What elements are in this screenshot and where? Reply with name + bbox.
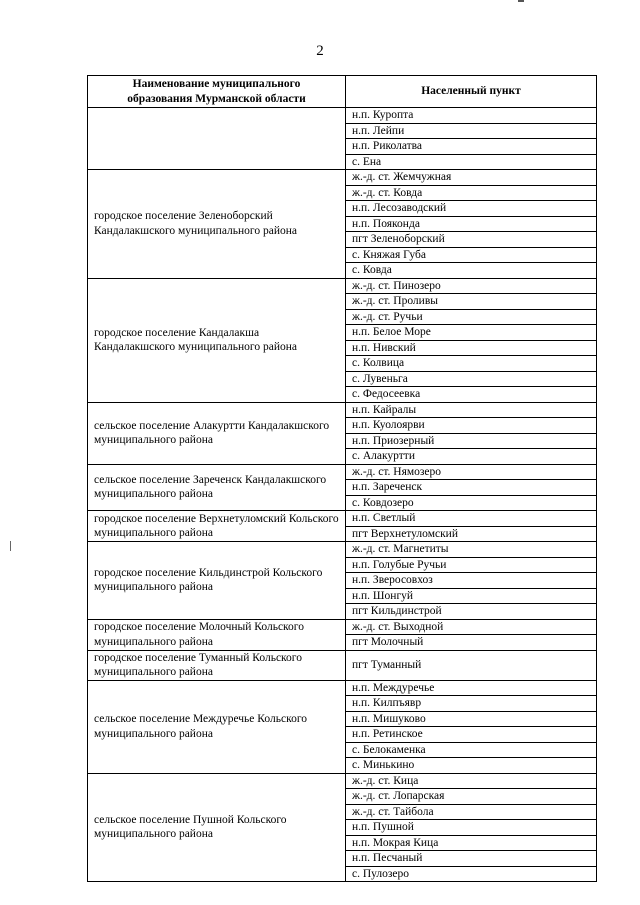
- settlement-cell: н.п. Килпъявр: [346, 696, 597, 712]
- settlement-cell: н.п. Нивский: [346, 340, 597, 356]
- settlement-cell: с. Алакуртти: [346, 449, 597, 465]
- settlement-cell: ж.-д. ст. Выходной: [346, 619, 597, 635]
- settlement-cell: ж.-д. ст. Пинозеро: [346, 278, 597, 294]
- settlement-cell: н.п. Светлый: [346, 511, 597, 527]
- table-row: [88, 511, 597, 527]
- settlement-cell: с. Ена: [346, 154, 597, 170]
- settlement-cell: н.п. Зареченск: [346, 480, 597, 496]
- municipality-cell: [88, 108, 346, 170]
- settlement-cell: н.п. Риколатва: [346, 139, 597, 155]
- settlement-cell: с. Минькино: [346, 758, 597, 774]
- scan-artifact-side: [10, 541, 11, 551]
- settlement-cell: с. Лувеньга: [346, 371, 597, 387]
- settlement-cell: с. Княжая Губа: [346, 247, 597, 263]
- settlement-cell: н.п. Куолоярви: [346, 418, 597, 434]
- settlement-cell: с. Белокаменка: [346, 742, 597, 758]
- settlement-cell: н.п. Зверосовхоз: [346, 573, 597, 589]
- municipality-cell: городское поселение Туманный Кольского муниципального района: [88, 650, 346, 680]
- settlement-cell: пгт Кильдинстрой: [346, 604, 597, 620]
- settlement-cell: н.п. Шонгуй: [346, 588, 597, 604]
- settlement-cell: ж.-д. ст. Тайбола: [346, 804, 597, 820]
- header-municipality: [88, 76, 346, 108]
- settlement-cell: н.п. Ретинское: [346, 727, 597, 743]
- settlement-cell: пгт Туманный: [346, 650, 597, 680]
- settlement-cell: пгт Зеленоборский: [346, 232, 597, 248]
- settlement-cell: с. Пулозеро: [346, 866, 597, 882]
- municipality-cell: сельское поселение Зареченск Кандалакшского муниципального района: [88, 464, 346, 511]
- municipality-cell: сельское поселение Пушной Кольского муниципального района: [88, 773, 346, 882]
- table-row: [88, 402, 597, 418]
- header-settlement: Населенный пункт: [346, 76, 597, 108]
- settlement-cell: ж.-д. ст. Кица: [346, 773, 597, 789]
- settlement-cell: н.п. Кайралы: [346, 402, 597, 418]
- table-row: [88, 464, 597, 480]
- settlement-cell: н.п. Песчаный: [346, 851, 597, 867]
- settlement-cell: н.п. Лейпи: [346, 123, 597, 139]
- settlement-cell: н.п. Голубые Ручьи: [346, 557, 597, 573]
- settlement-cell: ж.-д. ст. Нямозеро: [346, 464, 597, 480]
- municipality-cell: городское поселение Кандалакша Кандалакшского муниципального района: [88, 278, 346, 402]
- table-header-row: [88, 76, 597, 108]
- table-row: [88, 278, 597, 294]
- settlement-cell: н.п. Мокрая Кица: [346, 835, 597, 851]
- settlement-cell: ж.-д. ст. Магнетиты: [346, 542, 597, 558]
- settlement-cell: пгт Верхнетуломский: [346, 526, 597, 542]
- table-row: [88, 542, 597, 558]
- settlement-cell: н.п. Пояконда: [346, 216, 597, 232]
- page-number: 2: [316, 43, 324, 59]
- settlement-cell: ж.-д. ст. Ручьи: [346, 309, 597, 325]
- settlement-cell: н.п. Приозерный: [346, 433, 597, 449]
- table-row: [88, 650, 597, 680]
- header-municipality-line1: Наименование муниципального: [132, 78, 301, 90]
- settlement-cell: н.п. Белое Море: [346, 325, 597, 341]
- settlement-cell: н.п. Междуречье: [346, 680, 597, 696]
- table-row: [88, 619, 597, 635]
- settlement-cell: с. Ковдозеро: [346, 495, 597, 511]
- table-row: [88, 108, 597, 124]
- settlement-cell: н.п. Лесозаводский: [346, 201, 597, 217]
- settlement-cell: с. Федосеевка: [346, 387, 597, 403]
- settlement-cell: пгт Молочный: [346, 635, 597, 651]
- table-body: [88, 108, 597, 882]
- municipality-cell: городское поселение Зеленоборский Кандалакшского муниципального района: [88, 170, 346, 279]
- table-row: [88, 680, 597, 696]
- municipality-cell: сельское поселение Алакуртти Кандалакшского муниципального района: [88, 402, 346, 464]
- table-row: [88, 170, 597, 186]
- settlement-cell: ж.-д. ст. Проливы: [346, 294, 597, 310]
- settlement-cell: н.п. Куропта: [346, 108, 597, 124]
- municipality-cell: городское поселение Верхнетуломский Кольского муниципального района: [88, 511, 346, 542]
- settlement-cell: с. Ковда: [346, 263, 597, 279]
- municipality-cell: сельское поселение Междуречье Кольского муниципального района: [88, 680, 346, 773]
- municipality-cell: городское поселение Молочный Кольского муниципального района: [88, 619, 346, 650]
- municipality-cell: городское поселение Кильдинстрой Кольского муниципального района: [88, 542, 346, 620]
- settlement-cell: ж.-д. ст. Ковда: [346, 185, 597, 201]
- settlements-table: [87, 75, 597, 882]
- settlement-cell: н.п. Пушной: [346, 820, 597, 836]
- settlement-cell: ж.-д. ст. Лопарская: [346, 789, 597, 805]
- table-row: [88, 773, 597, 789]
- header-municipality-line2: образования Мурманской области: [127, 92, 306, 105]
- settlement-cell: с. Колвица: [346, 356, 597, 372]
- scan-artifact-top: [518, 0, 524, 2]
- settlement-cell: ж.-д. ст. Жемчужная: [346, 170, 597, 186]
- settlement-cell: н.п. Мишуково: [346, 711, 597, 727]
